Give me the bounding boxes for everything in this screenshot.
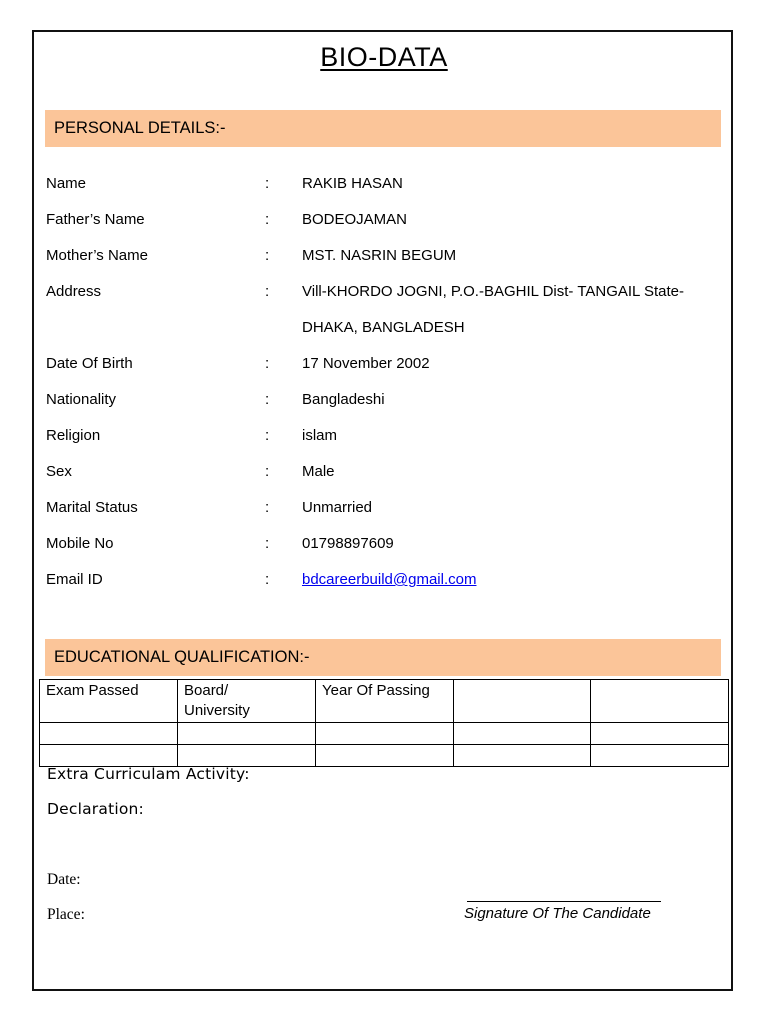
personal-details-heading: PERSONAL DETAILS:- (45, 110, 721, 147)
table-cell (316, 745, 454, 767)
table-header-row (40, 680, 729, 723)
field-colon: : (265, 175, 270, 192)
extra-curricular-heading: Extra Curriculam Activity: (47, 765, 250, 783)
educational-qualification-heading: EDUCATIONAL QUALIFICATION:- (45, 639, 721, 676)
field-colon: : (265, 427, 270, 444)
field-label: Father’s Name (46, 211, 145, 228)
field-value: RAKIB HASAN (302, 175, 403, 192)
field-colon: : (265, 283, 270, 300)
table-cell (454, 745, 591, 767)
date-label: Date: (47, 871, 81, 888)
signature-label: Signature Of The Candidate (464, 905, 651, 922)
table-cell (591, 745, 729, 767)
email-link[interactable]: bdcareerbuild@gmail.com (302, 571, 477, 588)
education-table (39, 679, 729, 767)
field-label: Religion (46, 427, 101, 444)
field-colon: : (265, 463, 270, 480)
place-label: Place: (47, 906, 85, 923)
table-cell (591, 723, 729, 745)
column-header-label: Exam Passed (46, 682, 139, 699)
field-colon: : (265, 535, 270, 552)
field-label: Address (46, 283, 102, 300)
field-colon: : (265, 211, 270, 228)
field-value: Vill-KHORDO JOGNI, P.O.-BAGHIL Dist- TANGAIL State- (302, 283, 685, 300)
column-header-label: Year Of Passing (322, 682, 430, 699)
field-colon: : (265, 355, 270, 372)
field-value: DHAKA, BANGLADESH (302, 319, 465, 336)
field-value: 01798897609 (302, 535, 394, 552)
field-value: Bangladeshi (302, 391, 385, 408)
table-cell (40, 745, 178, 767)
column-header-board-university (178, 680, 316, 723)
declaration-heading: Declaration: (47, 800, 144, 818)
field-label: Mobile No (46, 535, 114, 552)
table-cell (316, 723, 454, 745)
table-cell (178, 745, 316, 767)
field-label: Date Of Birth (46, 355, 133, 372)
field-colon: : (265, 499, 270, 516)
field-value: Male (302, 463, 335, 480)
column-header-exam-passed (40, 680, 178, 723)
column-header-year-of-passing (316, 680, 454, 723)
table-cell (178, 723, 316, 745)
field-colon: : (265, 247, 270, 264)
field-colon: : (265, 571, 270, 588)
field-label: Sex (46, 463, 72, 480)
field-label: Mother’s Name (46, 247, 148, 264)
field-value: 17 November 2002 (302, 355, 430, 372)
table-cell (40, 723, 178, 745)
field-value: BODEOJAMAN (302, 211, 408, 228)
field-value: Unmarried (302, 499, 373, 516)
column-header-label: Board/ (184, 682, 229, 699)
page-title: BIO-DATA (320, 42, 448, 72)
column-header-label: University (184, 702, 250, 719)
column-header-empty (454, 680, 591, 723)
table-cell (454, 723, 591, 745)
field-label: Email ID (46, 571, 103, 588)
field-label: Marital Status (46, 499, 138, 516)
field-colon: : (265, 391, 270, 408)
field-value: MST. NASRIN BEGUM (302, 247, 457, 264)
signature-line (467, 901, 661, 902)
field-value: islam (302, 427, 338, 444)
table-row (40, 745, 729, 767)
table-row (40, 723, 729, 745)
field-label: Name (46, 175, 87, 192)
column-header-empty (591, 680, 729, 723)
field-label: Nationality (46, 391, 117, 408)
